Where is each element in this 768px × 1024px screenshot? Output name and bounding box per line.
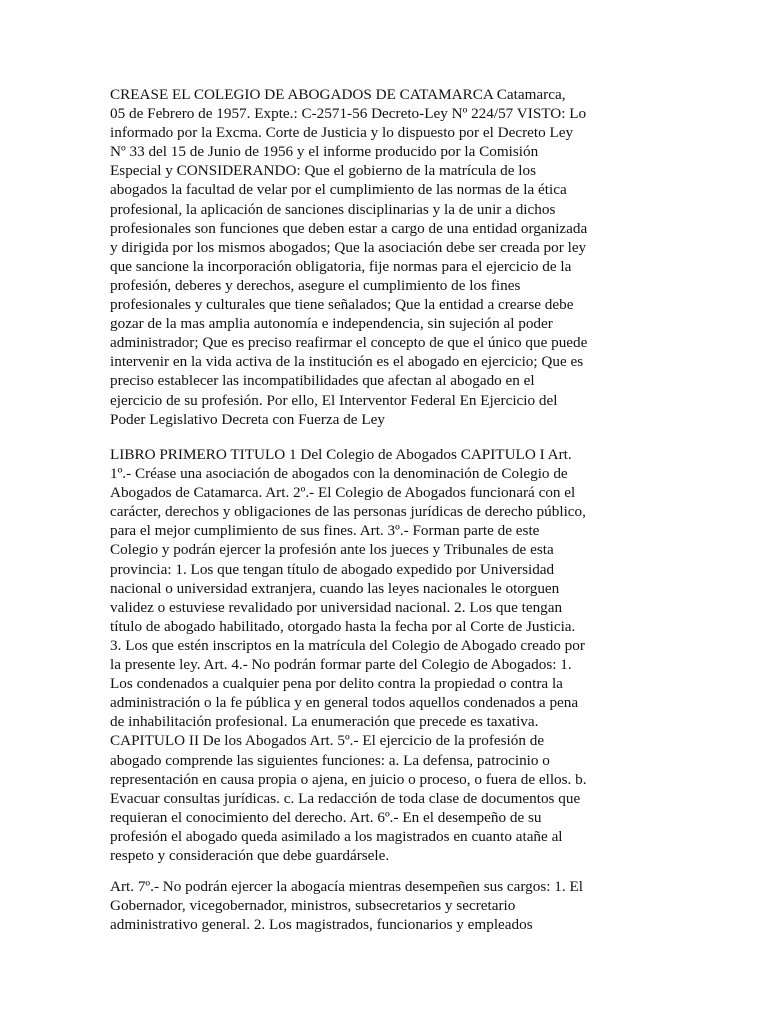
text-line: preciso establecer las incompatibilidades que afectan al abogado en el xyxy=(110,372,535,390)
text-line: nacional o universidad extranjera, cuando las leyes nacionales le otorguen xyxy=(110,579,560,597)
text-line: la presente ley. Art. 4.- No podrán formar parte del Colegio de Abogados: 1. xyxy=(110,656,572,674)
text-line: profesión, deberes y derechos, asegure el cumplimiento de los fines xyxy=(110,276,521,294)
text-line: profesionales son funciones que deben estar a cargo de una entidad organizada xyxy=(110,219,588,237)
text-line: informado por la Excma. Corte de Justicia y lo dispuesto por el Decreto Ley xyxy=(110,124,574,142)
text-line: validez o estuviese revalidado por universidad nacional. 2. Los que tengan xyxy=(110,598,563,616)
text-line: intervenir en la vida activa de la institución es el abogado en ejercicio; Que es xyxy=(110,353,584,371)
text-line: de inhabilitación profesional. La enumeración que precede es taxativa. xyxy=(110,713,539,731)
text-line: representación en causa propia o ajena, en juicio o proceso, o fuera de ellos. b. xyxy=(110,770,587,788)
text-line: abogados la facultad de velar por el cumplimiento de las normas de la ética xyxy=(110,181,567,199)
paragraph-preamble xyxy=(110,85,666,429)
text-line: que sancione la incorporación obligatoria, fije normas para el ejercicio de la xyxy=(110,257,572,275)
text-line: ejercicio de su profesión. Por ello, El Interventor Federal En Ejercicio del xyxy=(110,391,558,409)
text-line: Gobernador, vicegobernador, ministros, subsecretarios y secretario xyxy=(110,897,516,915)
text-line: gozar de la mas amplia autonomía e independencia, sin sujeción al poder xyxy=(110,315,553,333)
text-line: título de abogado habilitado, otorgado hasta la fecha por al Corte de Justicia. xyxy=(110,617,576,635)
text-line: Especial y CONSIDERANDO: Que el gobierno de la matrícula de los xyxy=(110,162,536,180)
text-line: Abogados de Catamarca. Art. 2º.- El Colegio de Abogados funcionará con el xyxy=(110,484,576,502)
text-line: administración o la fe pública y en general todos aquellos condenados a pena xyxy=(110,694,579,712)
text-line: administrador; Que es preciso reafirmar el concepto de que el único que puede xyxy=(110,334,588,352)
text-line: 3. Los que estén inscriptos en la matrícula del Colegio de Abogado creado por xyxy=(110,636,585,654)
text-line: abogado comprende las siguientes funciones: a. La defensa, patrocinio o xyxy=(110,751,550,769)
text-line: administrativo general. 2. Los magistrados, funcionarios y empleados xyxy=(110,916,533,934)
text-line: y dirigida por los mismos abogados; Que la asociación debe ser creada por ley xyxy=(110,238,587,256)
text-line: para el mejor cumplimiento de sus fines. Art. 3º.- Forman parte de este xyxy=(110,522,540,540)
paragraph-article-7 xyxy=(110,877,666,934)
text-line: profesional, la aplicación de sanciones disciplinarias y la de unir a dichos xyxy=(110,200,556,218)
text-line: provincia: 1. Los que tengan título de abogado expedido por Universidad xyxy=(110,560,555,578)
text-line: LIBRO PRIMERO TITULO 1 Del Colegio de Abogados CAPITULO I Art. xyxy=(110,446,572,463)
text-line: Art. 7º.- No podrán ejercer la abogacía mientras desempeñen sus cargos: 1. El xyxy=(110,878,583,895)
text-line: Nº 33 del 15 de Junio de 1956 y el informe producido por la Comisión xyxy=(110,143,539,161)
text-line: 1º.- Créase una asociación de abogados con la denominación de Colegio de xyxy=(110,465,568,483)
text-line: Colegio y podrán ejercer la profesión ante los jueces y Tribunales de esta xyxy=(110,541,554,559)
text-line: profesionales y culturales que tiene señalados; Que la entidad a crearse debe xyxy=(110,296,574,314)
text-line: requieran el conocimiento del derecho. Art. 6º.- En el desempeño de su xyxy=(110,808,542,826)
text-line: Poder Legislativo Decreta con Fuerza de Ley xyxy=(110,410,385,428)
text-line: CREASE EL COLEGIO DE ABOGADOS DE CATAMARCA Catamarca, xyxy=(110,86,566,103)
text-line: CAPITULO II De los Abogados Art. 5º.- El ejercicio de la profesión de xyxy=(110,732,545,750)
text-line: carácter, derechos y obligaciones de las personas jurídicas de derecho público, xyxy=(110,503,586,521)
text-line: 05 de Febrero de 1957. Expte.: C-2571-56 Decreto-Ley Nº 224/57 VISTO: Lo xyxy=(110,105,587,123)
text-line: Evacuar consultas jurídicas. c. La redacción de toda clase de documentos que xyxy=(110,789,581,807)
text-line: profesión el abogado queda asimilado a los magistrados en cuanto atañe al xyxy=(110,827,563,845)
text-line: Los condenados a cualquier pena por delito contra la propiedad o contra la xyxy=(110,675,563,693)
text-line: respeto y consideración que debe guardársele. xyxy=(110,846,390,864)
paragraph-libro-primero xyxy=(110,445,666,865)
